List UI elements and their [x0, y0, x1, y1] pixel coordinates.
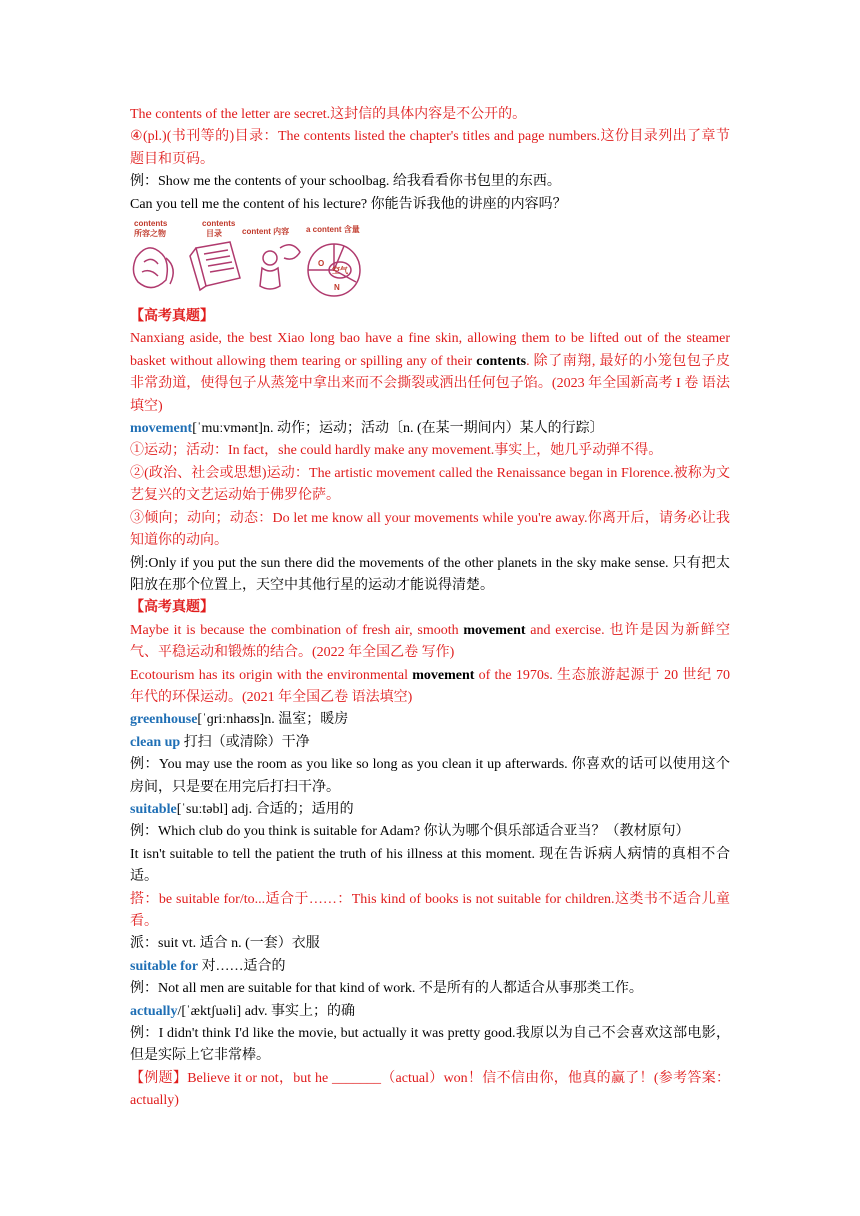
entry-greenhouse — [130, 709, 730, 731]
text-span: of the 1970s. 生态旅游起源于 20 世纪 70 年代的环保运动。(2021 年全国乙卷 语法填空) — [130, 667, 731, 705]
definition: [ˈmuːvmənt]n. 动作；运动；活动〔n. (在某一期间内）某人的行踪〕 — [192, 421, 604, 437]
entry-suitable-for — [130, 956, 730, 978]
headword: greenhouse — [130, 712, 198, 728]
definition: 打扫（或清除）干净 — [180, 734, 310, 750]
text-line: It isn't suitable to tell the patient the truth of his illness at this moment. 现在告诉病人病情的真相不合适。 — [130, 846, 730, 885]
gaokao-title: 【高考真题】 — [130, 309, 214, 325]
person-icon — [260, 245, 300, 289]
book-icon — [190, 242, 240, 290]
text-span: Maybe it is because the combination of fresh air, smooth — [130, 622, 464, 638]
headword: clean up — [130, 734, 181, 750]
definition: [ˈɡriːnhaʊs]n. 温室；暖房 — [197, 712, 349, 728]
illus-label: contents — [134, 219, 168, 229]
text-line: 例：Which club do you think is suitable for Adam? 你认为哪个俱乐部适合亚当？（教材原句） — [130, 824, 690, 840]
illus-label: a content 含量 — [306, 225, 360, 235]
document-page — [130, 104, 730, 1113]
definition: [ˈsuːtəbl] adj. 合适的；适用的 — [176, 801, 354, 817]
text-line: ②(政治、社会或思想)运动：The artistic movement called the Renaissance began in Florence.被称为文艺复兴的文艺运动始于佛罗伦萨。 — [130, 465, 730, 504]
keyword: movement — [463, 622, 526, 638]
text-line: 例:Only if you put the sun there did the movements of the other planets in the sky make sense. 只有把太阳放在那个位置上，天空中其他行星的运动才能说得清楚。 — [130, 555, 730, 593]
headword: actually — [130, 1003, 178, 1019]
text-line — [130, 328, 730, 418]
text-line: 搭：be suitable for/to...适合于……：This kind of books is not suitable for children.这类书不适合儿童看。 — [130, 891, 730, 929]
pie-label: O — [318, 259, 325, 269]
illus-label: 所容之物 — [134, 229, 166, 239]
text-line: ③倾向；动向；动态：Do let me know all your movements while you're away.你离开后，请务必让我知道你的动向。 — [130, 510, 730, 549]
text-line: 派：suit vt. 适合 n. (一套）衣服 — [130, 936, 320, 952]
entry-suitable — [130, 799, 730, 821]
pie-label: N — [334, 283, 340, 293]
definition: /[ˈæktʃuəli] adv. 事实上；的确 — [177, 1003, 356, 1019]
text-line: 例：You may use the room as you like so long as you clean it up afterwards. 你喜欢的话可以使用这个房间，只是要在用完后打扫干净。 — [130, 757, 730, 795]
gaokao-title: 【高考真题】 — [130, 600, 214, 616]
headword: suitable — [130, 801, 177, 817]
illus-label: content 内容 — [242, 227, 290, 237]
text-span: Ecotourism has its origin with the environmental — [130, 667, 413, 683]
definition: 对……适合的 — [198, 958, 286, 974]
text-line: 【例题】Believe it or not，but he _______（actual）won！信不信由你，他真的赢了！(参考答案：actually) — [130, 1070, 730, 1109]
text-span: . 除了南翔, 最好的小笼包包子皮非常劲道，使得包子从蒸笼中拿出来而不会撕裂或洒出任何包子馅。(2023 年全国新高考 I 卷 语法填空) — [130, 353, 731, 414]
headword: movement — [130, 421, 193, 437]
keyword: movement — [412, 667, 475, 683]
text-line: 例：Not all men are suitable for that kind of work. 不是所有的人都适合从事那类工作。 — [130, 981, 643, 997]
text-line — [130, 665, 730, 710]
illus-label: contents — [202, 219, 236, 229]
content-illustration — [130, 218, 370, 298]
keyword: contents — [476, 353, 527, 369]
text-line: ④(pl.)(书刊等的)目录：The contents listed the chapter's titles and page numbers.这份目录列出了章节题目和页码。 — [130, 129, 730, 167]
pie-label: 空气 — [332, 266, 348, 276]
text-line: ①运动；活动：In fact，she could hardly make any movement.事实上，她几乎动弹不得。 — [130, 443, 663, 459]
entry-clean-up — [130, 732, 730, 754]
illus-label: 目录 — [206, 229, 222, 239]
text-span: Nanxiang aside, the best Xiao long bao have a fine skin, allowing them to be lifted out of the steamer basket without allowing them tearing or spilling any of their — [130, 331, 730, 369]
headword: suitable for — [130, 958, 199, 974]
text-line: The contents of the letter are secret.这封信的具体内容是不公开的。 — [130, 107, 527, 122]
entry-actually — [130, 1001, 730, 1023]
text-span: and exercise. 也许是因为新鲜空气、平稳运动和锻炼的结合。(2022 年全国乙卷 写作) — [130, 622, 730, 661]
bag-icon — [133, 248, 173, 288]
text-line — [130, 620, 730, 665]
text-line: 例：I didn't think I'd like the movie, but actually it was pretty good.我原以为自己不会喜欢这部电影，但是实际上它非常棒。 — [130, 1026, 730, 1064]
text-line: 例：Show me the contents of your schoolbag. 给我看看你书包里的东西。 — [130, 174, 561, 190]
text-line: Can you tell me the content of his lecture? 你能告诉我他的讲座的内容吗？ — [130, 196, 567, 212]
entry-movement — [130, 418, 730, 440]
